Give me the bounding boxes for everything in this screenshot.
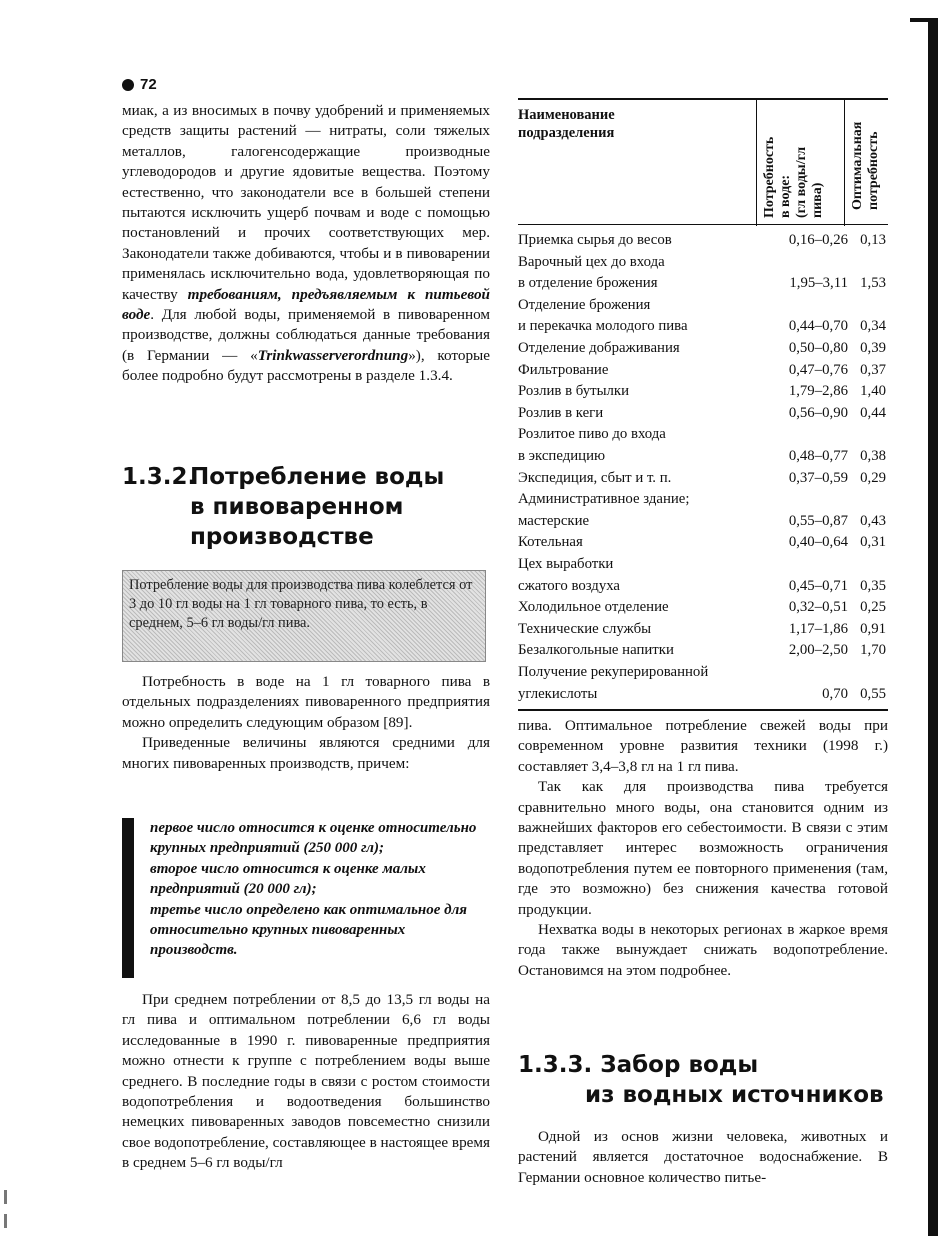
row-name-line: Холодильное отделение xyxy=(518,599,669,616)
row-optimal-value: 1,53 xyxy=(860,275,886,292)
row-name-line: сжатого воздуха xyxy=(518,577,621,594)
right-text xyxy=(518,716,888,981)
row-name xyxy=(518,295,748,338)
table-header-optimal xyxy=(850,122,882,210)
row-name-line: Цех выработки xyxy=(518,556,614,572)
row-demand-value: 0,50–0,80 xyxy=(788,340,848,356)
row-name-line: Отделение брожения xyxy=(518,296,651,313)
paragraph: При среднем потреблении от 8,5 до 13,5 гл воды на гл пива и оптимальном потреблении 6,6 гл воды исследованные в 1990 г. пивоваренные предприятия можно отнести к группе с потреблением воды выше среднего. В последние годы в связи с ростом стоимости водопотребления и водоотведения большинство немецких пивоваренных заводов повсеместно снизили свое водопотребление, составляющее в настоящее время в среднем 5–6 гл воды/гл xyxy=(122,991,490,1172)
row-optimal-value: 0,37 xyxy=(860,361,886,378)
right-bottom-text xyxy=(518,1127,888,1188)
row-optimal-value: 0,43 xyxy=(860,512,886,529)
row-name xyxy=(518,662,748,705)
row-optimal-value: 0,34 xyxy=(860,318,886,335)
row-name-line: в экспедицию xyxy=(518,447,606,464)
list-item: третье число определено как оптимальное для относительно крупных пивоваренных производств. xyxy=(150,901,468,959)
section-title-line: производстве xyxy=(190,524,374,550)
page-number-text: 72 xyxy=(140,76,157,93)
row-name xyxy=(518,468,748,490)
row-optimal-value: 0,31 xyxy=(860,534,886,551)
intro-text-part: . Для любой воды, применяемой в пивоваренном производстве, должны соблюдаться данные требования (в Германии — « xyxy=(122,306,490,364)
header-text: пива) xyxy=(810,182,825,218)
page-number xyxy=(122,76,157,93)
paragraph: Так как для производства пива требуется сравнительно много воды, она становится одним из важнейших факторов его себестоимости. В связи с этим представляет интерес возможность ограничения водопотребления путем ее повторного применения (там, где это возможно) без снижения качества готовой продукции. xyxy=(518,778,888,918)
row-name xyxy=(518,554,748,597)
row-optimal-value: 1,40 xyxy=(860,383,886,400)
row-demand-value: 0,70 xyxy=(822,685,848,702)
section-heading-1-3-3 xyxy=(518,1050,898,1110)
row-name xyxy=(518,489,748,532)
header-text: (гл воды/гл xyxy=(794,146,809,218)
scan-mark xyxy=(4,1214,7,1228)
row-name xyxy=(518,424,748,467)
row-name-line: Котельная xyxy=(518,534,583,551)
row-name-line: Отделение дображивания xyxy=(518,340,680,356)
row-name-line: и перекачка молодого пива xyxy=(518,318,688,335)
row-demand-value: 0,40–0,64 xyxy=(788,534,848,551)
intro-text-part: миак, а из вносимых в почву удобрений и применяемых средств защиты растений — нитраты, соли тяжелых металлов, галогенсодержащие производные углеводородов и другие ядовитые вещества. Поэтому естественно, что законодатели все в большей степени пытаются исключить ущерб почвам и воде с помощью постановлений и прочих соответствующих мер. Законодатели также добиваются, чтобы и в пивоварении применялась исключительно вода, удовлетворяющая по качеству xyxy=(122,102,490,303)
shaded-note: Потребление воды для производства пива колеблется от 3 до 10 гл воды на 1 гл товарного пива, то есть, в среднем, 5–6 гл воды/гл пива. xyxy=(122,570,486,662)
row-name-line: Технические службы xyxy=(518,620,652,637)
row-name xyxy=(518,640,748,662)
left-middle-text xyxy=(122,672,490,774)
row-name-line: Приемка сырья до весов xyxy=(518,232,672,248)
emphasis-list xyxy=(150,818,492,961)
table-header-rule xyxy=(518,224,888,225)
row-name-line: Получение рекуперированной xyxy=(518,664,709,680)
row-name xyxy=(518,252,748,295)
scan-mark xyxy=(4,1190,7,1204)
row-optimal-value: 0,13 xyxy=(860,232,886,248)
row-optimal-value: 0,55 xyxy=(860,685,886,702)
section-title-line: в пивоваренном xyxy=(190,494,404,520)
row-demand-value: 0,48–0,77 xyxy=(788,447,848,464)
row-optimal-value: 0,44 xyxy=(860,404,886,421)
section-title-line: Потребление воды xyxy=(190,464,445,490)
row-name-line: Розлив в бутылки xyxy=(518,383,630,400)
bullet-icon xyxy=(122,79,134,91)
row-name-line: Варочный цех до входа xyxy=(518,253,665,270)
left-intro-paragraph xyxy=(122,101,490,387)
row-name-line: мастерские xyxy=(518,512,590,529)
row-name-line: Розлив в кеги xyxy=(518,404,604,421)
row-demand-value: 1,95–3,11 xyxy=(789,275,848,292)
row-name xyxy=(518,381,748,403)
row-optimal-value: 0,38 xyxy=(860,447,886,464)
section-heading-1-3-2 xyxy=(122,462,502,552)
section-number: 1.3.3. xyxy=(518,1052,593,1078)
paragraph: Одной из основ жизни человека, животных и растений является достаточное водоснабжение. В Германии основное количество питье- xyxy=(518,1128,888,1186)
row-name xyxy=(518,532,748,554)
row-name xyxy=(518,360,748,382)
row-demand-value: 0,55–0,87 xyxy=(788,512,848,529)
header-text: Потребность xyxy=(762,136,777,218)
list-item: первое число относится к оценке относительно крупных предприятий (250 000 гл); xyxy=(150,820,477,857)
table-bottom-rule xyxy=(518,709,888,711)
row-optimal-value: 1,70 xyxy=(860,642,886,659)
header-text: подразделения xyxy=(518,125,615,141)
row-name-line: Безалкогольные напитки xyxy=(518,642,674,659)
row-demand-value: 0,32–0,51 xyxy=(788,599,848,616)
row-demand-value: 0,37–0,59 xyxy=(788,469,848,486)
table-divider xyxy=(844,98,845,226)
header-text: в воде: xyxy=(778,174,793,218)
table-header-demand xyxy=(762,137,826,218)
row-demand-value: 0,56–0,90 xyxy=(788,404,848,421)
row-name-line: углекислоты xyxy=(518,685,598,702)
row-name xyxy=(518,338,748,360)
intro-emphasis: требованиям, предъявляемым к питьевой воде xyxy=(122,285,490,324)
row-name-line: Административное здание; xyxy=(518,491,690,508)
row-demand-value: 1,17–1,86 xyxy=(788,620,848,637)
header-text: Наименование xyxy=(518,107,615,123)
intro-text-part: »), которые более подробно будут рассмотрены в разделе 1.3.4. xyxy=(122,346,490,385)
header-text: потребность xyxy=(866,131,881,210)
intro-emphasis-german: Trinkwasserverordnung xyxy=(257,346,409,364)
row-optimal-value: 0,39 xyxy=(860,340,886,356)
row-name xyxy=(518,230,748,252)
row-optimal-value: 0,25 xyxy=(860,599,886,616)
row-name-line: Экспедиция, сбыт и т. п. xyxy=(518,469,672,486)
row-name xyxy=(518,597,748,619)
row-name xyxy=(518,403,748,425)
left-bottom-text xyxy=(122,990,490,1174)
paragraph: пива. Оптимальное потребление свежей воды при современном уровне развития техники (1998 г.) составляет 3,4–3,8 гл на 1 гл пива. xyxy=(518,717,888,775)
section-title-line: Забор воды xyxy=(600,1052,759,1078)
table-header-name xyxy=(518,106,615,142)
row-name-line: в отделение брожения xyxy=(518,275,658,292)
page-edge-bar xyxy=(928,20,938,1236)
row-demand-value: 0,16–0,26 xyxy=(788,232,848,248)
vertical-bar xyxy=(122,818,134,978)
row-demand-value: 1,79–2,86 xyxy=(788,383,848,400)
row-optimal-value: 0,29 xyxy=(860,469,886,486)
section-title-line: из водных источников xyxy=(585,1082,884,1108)
list-item: второе число относится к оценке малых предприятий (20 000 гл); xyxy=(150,860,426,898)
section-number: 1.3.2. xyxy=(122,464,197,490)
row-demand-value: 2,00–2,50 xyxy=(788,642,848,659)
row-optimal-value: 0,91 xyxy=(860,620,886,637)
row-demand-value: 0,47–0,76 xyxy=(788,361,848,378)
row-demand-value: 0,45–0,71 xyxy=(788,577,848,594)
table-divider xyxy=(756,98,757,226)
row-name-line: Фильтрование xyxy=(518,361,609,378)
row-demand-value: 0,44–0,70 xyxy=(788,318,848,335)
paragraph: Нехватка воды в некоторых регионах в жаркое время года также вынуждает снижать водопотребление. Остановимся на этом подробнее. xyxy=(518,921,888,979)
table-top-rule xyxy=(518,98,888,100)
paragraph: Потребность в воде на 1 гл товарного пива в отдельных подразделениях пивоваренного предприятия можно определить следующим образом [89]. xyxy=(122,673,490,731)
row-optimal-value: 0,35 xyxy=(860,577,886,594)
row-name xyxy=(518,619,748,641)
paragraph: Приведенные величины являются средними для многих пивоваренных производств, причем: xyxy=(122,734,490,772)
header-text: Оптимальная xyxy=(850,121,865,210)
row-name-line: Розлитое пиво до входа xyxy=(518,426,666,443)
